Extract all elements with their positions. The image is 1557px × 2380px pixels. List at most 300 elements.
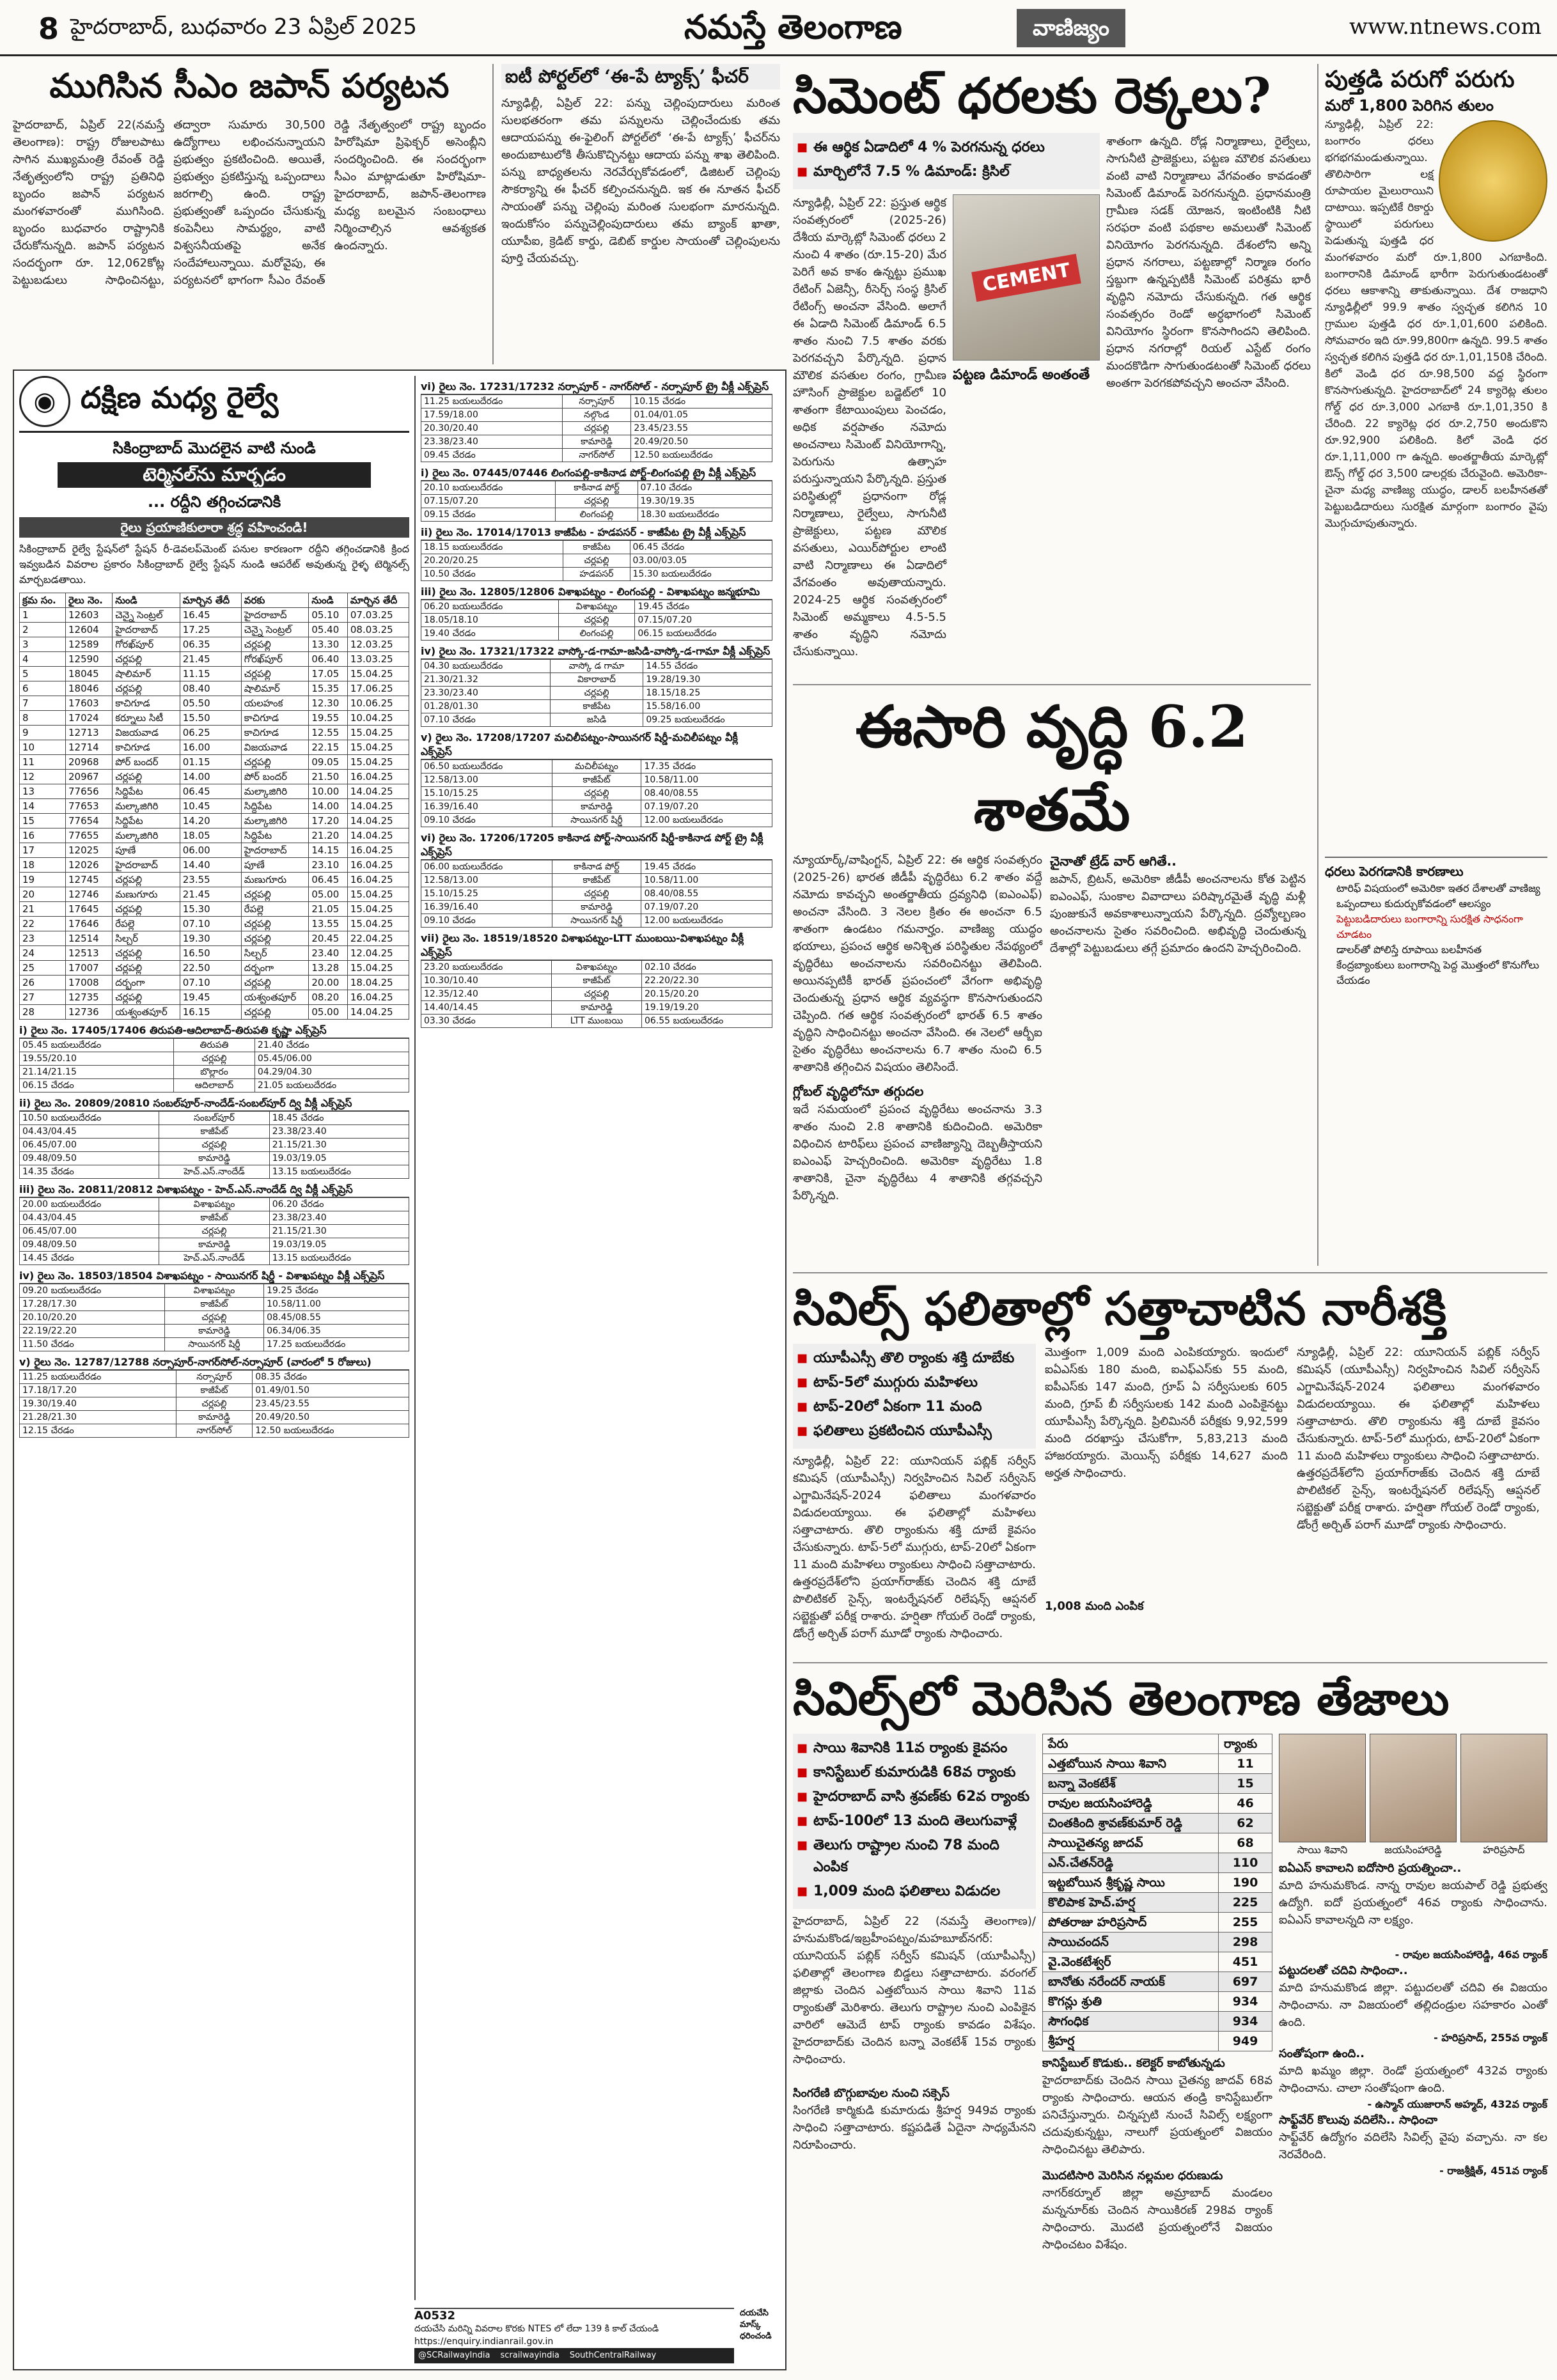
terminal-cell: 77654 xyxy=(66,814,113,828)
train-schedule-cell: 17.25 బయలుదేరడం xyxy=(264,1338,409,1351)
train-schedule-cell: కాజీపేట్ xyxy=(159,1211,270,1225)
civils-body-4: న్యూఢిల్లీ, ఏప్రిల్ 22: యూనియన్ పబ్లిక్ సర్వీస్ కమిషన్ (యూపీఎస్సీ) నిర్వహించిన సివిల్ సర్వీసెస్ ఎగ్జామినేషన్-2024 ఫలితాలు మంగళవారం విడుదలయ్యాయి. ఈ ఫలితాల్లో మహిళలు సత్తాచాటారు. తొలి ర్యాంకును శక్తి దూబే కైవసం చేసుకున్నారు. టాప్-5లో ముగ్గురు, టాప్-20లో ఏకంగా 11 మంది మహిళలు ర్యాంకులు సాధించి సత్తాచాటారు. ఉత్తరప్రదేశ్‌లోని ప్రయాగ్‌రాజ్‌కు చెందిన శక్తి దూబే పొలిటికల్ సైన్స్, ఇంటర్నేషనల్ రిలేషన్స్ ఆప్షనల్ సబ్జెక్టుతో పరీక్ష రాశారు. హర్షితా గోయల్ రెండో ర్యాంకు, డోంగ్రే అర్చిత్ పరాగ్ మూడో ర్యాంకు సాధించారు. xyxy=(1297,1346,1540,1532)
train-schedule-cell: నర్సాపూర్ xyxy=(176,1371,252,1384)
terminal-cell: 18 xyxy=(20,858,66,873)
train-schedule-block xyxy=(421,931,772,1028)
train-schedule-cell: 21.05 బయలుదేరడం xyxy=(254,1079,409,1093)
terminal-cell: 15 xyxy=(20,814,66,828)
terminal-cell: 77655 xyxy=(66,828,113,843)
train-schedule-cell: 16.39/16.40 xyxy=(421,800,552,814)
train-schedule-cell: 12.00 బయలుదేరడం xyxy=(641,814,772,827)
train-schedule-cell: 07.10 చేరడం xyxy=(638,481,772,495)
train-schedule-cell: నాగర్‌సోల్ xyxy=(562,449,631,462)
terminal-cell: చర్లపల్లి xyxy=(241,976,309,990)
train-schedule-cell: 08.40/08.55 xyxy=(641,887,772,901)
train-schedule-cell: వికారాబాద్ xyxy=(550,673,643,687)
growth-body-2: ఇదే సమయంలో ప్రపంచ వృద్ధిరేటు అంచనాను 3.3 శాతం నుంచి 2.8 శాతానికి కుదించింది. అమెరికా విధించిన టారిఫ్‌లు ప్రపంచ వాణిజ్యాన్ని దెబ్బతీస్తాయని ఐఎంఎఫ్ హెచ్చరించింది. అమెరికా వృద్ధిరేటు 1.8 శాతానికి, చైనా వృద్ధిరేటు 4 శాతానికి తగ్గవచ్చని పేర్కొన్నది. xyxy=(793,1103,1042,1202)
train-schedule-cell: 12.50 బయలుదేరడం xyxy=(253,1424,409,1438)
terminal-table-row xyxy=(20,608,409,623)
terminal-cell: 05.00 xyxy=(309,1005,348,1020)
terminal-table-row xyxy=(20,931,409,946)
section-label: వాణిజ్యం xyxy=(1017,9,1125,47)
terminal-table-row xyxy=(20,696,409,711)
terminal-cell: విజయవాడ xyxy=(113,726,180,740)
train-schedule-row xyxy=(421,787,772,800)
train-schedule-block xyxy=(421,644,772,727)
terminal-cell: 10 xyxy=(20,740,66,755)
terminal-cell: 23.55 xyxy=(180,873,241,887)
train-schedule-cell: 15.30 బయలుదేరడం xyxy=(630,568,772,581)
rank-name-cell: బానోతు నరేందర్ నాయక్ xyxy=(1043,1972,1219,1992)
train-schedule-cell: 12.58/13.00 xyxy=(421,874,552,887)
terminal-table-row xyxy=(20,755,409,770)
terminal-cell: 19.30 xyxy=(180,931,241,946)
terminal-cell: 23.10 xyxy=(309,858,348,873)
train-schedule-row xyxy=(421,860,772,874)
terminal-cell: 20967 xyxy=(66,770,113,784)
rank-name-cell: కొలిపాక హెచ్.హర్ష xyxy=(1043,1893,1219,1913)
train-schedule-row xyxy=(421,874,772,887)
train-schedule-block xyxy=(421,585,772,641)
train-schedule-cell: 17.28/17.30 xyxy=(20,1298,165,1311)
terminal-cell: 12.30 xyxy=(309,696,348,711)
train-schedule-cell: కాజీపేట్ xyxy=(552,774,641,787)
train-schedule-cell: 10.15 చేరడం xyxy=(631,395,772,408)
rank-head-rank: ర్యాంకు xyxy=(1219,1734,1272,1754)
growth-body-3: జపాన్, బ్రిటన్, అమెరికా జీడీపీ అంచనాలను కోత పెట్టిన ఐఎంఎఫ్, సుంకాల వివాదాలు పరిష్కారమైతే వృద్ధి మళ్లీ పుంజుకునే అవకాశాలున్నాయని పేర్కొన్నది. ద్రవ్యోల్బణం అంచనాలను సైతం సవరించింది. అభివృద్ధి చెందుతున్న దేశాల్లో పెట్టుబడులు తగ్గే ప్రమాదం ఉందని హెచ్చరించింది. xyxy=(1050,873,1306,955)
train-schedule-cell: చర్లపల్లి xyxy=(159,1225,270,1238)
train-schedule-row xyxy=(20,1052,409,1066)
terminal-cell: 15.04.25 xyxy=(347,887,409,902)
terminal-cell: 27 xyxy=(20,990,66,1005)
train-schedule-cell: 07.15/07.20 xyxy=(421,495,556,508)
train-schedule-table xyxy=(19,1370,409,1438)
terminal-cell: దర్భంగా xyxy=(241,961,309,976)
terminal-table-row xyxy=(20,961,409,976)
terminal-cell: 24 xyxy=(20,946,66,961)
train-schedule-cell: విశాఖపట్నం xyxy=(159,1198,270,1211)
train-schedule-row xyxy=(421,673,772,687)
train-schedule-title: i) రైలు నెం. 07445/07446 లింగంపల్లి-కాకినాడ పోర్ట్-లింగంపల్లి ట్రై వీక్లీ ఎక్స్‌ప్రెస్ xyxy=(421,466,772,481)
rank-row xyxy=(1043,1873,1272,1893)
train-schedule-row xyxy=(421,481,772,495)
rank-row xyxy=(1043,1992,1272,2012)
train-schedule-cell: 06.15 చేరడం xyxy=(20,1079,174,1093)
train-schedule-title: iii) రైలు నెం. 12805/12806 విశాఖపట్నం - లింగంపల్లి - విశాఖపట్నం జన్మభూమి xyxy=(421,585,772,600)
train-schedule-cell: 07.19/07.20 xyxy=(641,901,772,914)
page-header xyxy=(0,0,1557,56)
train-schedule-cell: 21.14/21.15 xyxy=(20,1066,174,1079)
terminal-cell: 16.04.25 xyxy=(347,843,409,858)
terminal-cell: 21.20 xyxy=(309,828,348,843)
terminal-cell: 13 xyxy=(20,784,66,799)
cement-bullets xyxy=(793,133,1100,189)
terminal-cell: 09.05 xyxy=(309,755,348,770)
train-schedule-row xyxy=(421,814,772,827)
train-schedule-cell: 09.48/09.50 xyxy=(20,1152,159,1165)
terminal-cell: చర్లపల్లి xyxy=(113,990,180,1005)
terminal-cell: 21.45 xyxy=(180,652,241,667)
footer-code: A0532 xyxy=(414,2309,456,2322)
terminal-cell: చర్లపల్లి xyxy=(113,873,180,887)
train-schedule-cell: లింగంపల్లి xyxy=(556,508,638,522)
train-schedule-cell: 23.38/23.40 xyxy=(421,435,563,449)
terminal-cell: మణుగూరు xyxy=(241,873,309,887)
train-schedule-cell: 23.45/23.55 xyxy=(253,1397,409,1411)
train-schedule-cell: సాయినగర్ షిర్డీ xyxy=(552,914,641,928)
rank-row xyxy=(1043,1853,1272,1873)
tg-bullet-6: ■ 1,009 మంది ఫలితాలు విడుదల xyxy=(797,1881,1032,1902)
train-schedule-cell: 12.50 బయలుదేరడం xyxy=(631,449,772,462)
terminal-cell: 5 xyxy=(20,667,66,681)
rank-row xyxy=(1043,1913,1272,1933)
train-schedule-cell: 12.58/13.00 xyxy=(421,774,552,787)
terminal-cell: 10.00 xyxy=(309,784,348,799)
train-schedule-cell: 18.15/18.25 xyxy=(643,687,772,700)
train-schedule-cell: చర్లపల్లి xyxy=(174,1052,255,1066)
terminal-cell: 05.50 xyxy=(180,696,241,711)
train-schedule-row xyxy=(20,1311,409,1325)
terminal-cell: 10.04.25 xyxy=(347,711,409,726)
gold-reason-4: కేంద్రబ్యాంకులు బంగారాన్ని పెద్ద మొత్తంలో కొనుగోలు చేయడం xyxy=(1336,959,1540,986)
train-schedule-cell: సాయినగర్ షిర్డీ xyxy=(552,814,641,827)
telangana-rank-table xyxy=(1042,1734,1272,2051)
terminal-cell: 22.04.25 xyxy=(347,931,409,946)
terminal-cell: 26 xyxy=(20,976,66,990)
terminal-cell: 21.45 xyxy=(180,887,241,902)
rank-value-cell: 11 xyxy=(1219,1754,1272,1774)
it-portal-body: న్యూఢిల్లీ, ఏప్రిల్ 22: పన్ను చెల్లింపుదారులు మరింత సులభతరంగా తమ పన్నులను చెల్లించేందుకు తమ ఆదాయపన్ను ఈ-ఫైలింగ్ పోర్టల్‌లో ‘ఈ-పే ట్యాక్స్’ ఫీచర్‌ను అందుబాటులోకి తీసుకొచ్చినట్టు ఆదాయ పన్ను శాఖ తెలిపింది. పన్ను బాధ్యతలను నెరవేర్చుకోవడంలో, డిజిటల్ చెల్లింపు సౌకర్యాన్ని ఈ ఫీచర్ కల్పించనున్నది. ఇక ఈ నూతన ఫీచర్ సాయంతో పన్ను చెల్లింపు మరింత సులభంగా మారనున్నది. ఇందుకోసం పన్నుచెల్లింపుదారులు తమ బ్యాంక్ ఖాతా, యూపీఐ, క్రెడిట్ కార్డు, డెబిట్ కార్డుల సాయంతో చెల్లింపులను పూర్తి చేయవచ్చు. xyxy=(501,97,780,265)
terminal-cell: 15.04.25 xyxy=(347,755,409,770)
rank-name-cell: శ్రీహర్ష xyxy=(1043,2032,1219,2051)
terminal-cell: 13.28 xyxy=(309,961,348,976)
handle-3[interactable]: SouthCentralRailway xyxy=(569,2351,657,2360)
train-schedule-title: ii) రైలు నెం. 17014/17013 కాజీపేట - హడపసర్ - కాజీపేట ట్రై వీక్లీ ఎక్స్‌ప్రెస్ xyxy=(421,525,772,540)
train-schedule-cell: చర్లపల్లి xyxy=(176,1397,252,1411)
rank-value-cell: 934 xyxy=(1219,2012,1272,2032)
growth-subhead-2: చైనాతో ట్రేడ్ వార్ ఆగితే.. xyxy=(1050,853,1177,869)
dateline: హైదరాబాద్, బుధవారం 23 ఏప్రిల్ 2025 xyxy=(70,14,418,40)
tg-bullet-2: ■ కానిస్టేబుల్ కుమారుడికి 68వ ర్యాంకు xyxy=(797,1762,1032,1784)
train-schedule-cell: 18.15 బయలుదేరడం xyxy=(421,541,563,554)
train-schedule-cell: సాయినగర్ షిర్డీ xyxy=(164,1338,263,1351)
train-schedule-row xyxy=(421,1015,772,1028)
train-schedule-row xyxy=(20,1152,409,1165)
train-schedule-cell: 06.20 చేరడం xyxy=(269,1198,409,1211)
terminal-cell: సిల్చర్ xyxy=(113,931,180,946)
train-schedule-row xyxy=(20,1238,409,1252)
train-schedule-cell: LTT ముంబయి xyxy=(551,1015,641,1028)
terminal-cell: 20968 xyxy=(66,755,113,770)
terminal-cell: 15.04.25 xyxy=(347,726,409,740)
rank-value-cell: 15 xyxy=(1219,1774,1272,1794)
train-schedule-title: vii) రైలు నెం. 18519/18520 విశాఖపట్నం-LTT ముంబయి-విశాఖపట్నం వీక్లీ ఎక్స్‌ప్రెస్ xyxy=(421,931,772,960)
train-schedule-cell: కాజీపేట్ xyxy=(176,1384,252,1397)
train-schedules-right xyxy=(421,380,772,1028)
train-schedule-row xyxy=(421,508,772,522)
rank-name-cell: సాయిచైతన్య జాదవ్ xyxy=(1043,1833,1219,1853)
rank-name-cell: ఎన్.చేతన్‌రెడ్డి xyxy=(1043,1853,1219,1873)
handle-2[interactable]: scrailwayindia xyxy=(500,2351,559,2360)
train-schedule-cell: 11.25 బయలుదేరడం xyxy=(20,1371,176,1384)
train-schedule-row xyxy=(20,1252,409,1265)
terminal-cell: 12513 xyxy=(66,946,113,961)
terminal-cell: చర్లపల్లి xyxy=(241,755,309,770)
terminal-cell: చర్లపల్లి xyxy=(113,961,180,976)
terminal-cell: 08.03.25 xyxy=(347,623,409,637)
train-schedule-row xyxy=(20,1371,409,1384)
terminal-cell: చర్లపల్లి xyxy=(241,667,309,681)
tg-body-1: హైదరాబాద్, ఏప్రిల్ 22 (నమస్తే తెలంగాణ)/హనుమకొండ/ఇబ్రహీంపట్నం/మహబూబ్‌నగర్: యూనియన్ పబ్లిక్ సర్వీస్ కమిషన్ (యూపీఎస్సీ) ఫలితాల్లో తెలంగాణ బిడ్డలు సత్తాచాటారు. వరంగల్ జిల్లాకు చెందిన ఎత్తబోయిన సాయి శివాని 11వ ర్యాంకుతో మెరిశారు. తెలుగు రాష్ట్రాల నుంచి ఎంపికైన వారిలో ఆమెదే టాప్ ర్యాంకు కావడం విశేషం. హైదరాబాద్‌కు చెందిన బన్నా వెంకటేశ్ 15వ ర్యాంకు సాధించారు. xyxy=(793,1915,1036,2066)
terminal-cell: 20.45 xyxy=(309,931,348,946)
rank-value-cell: 225 xyxy=(1219,1893,1272,1913)
tg-bullet-4: ■ టాప్-100లో 13 మంది తెలుగువాళ్లే xyxy=(797,1810,1032,1832)
cement-bags-image xyxy=(953,194,1100,361)
train-schedule-cell: కాజీపేట్ xyxy=(164,1298,263,1311)
train-schedule-row xyxy=(20,1225,409,1238)
train-schedule-cell: 09.45 చేరడం xyxy=(421,449,563,462)
terminal-cell: కర్నూలు సిటీ xyxy=(113,711,180,726)
train-schedule-cell: నల్గొండ xyxy=(562,408,631,422)
train-schedule-cell: కాజీపేట్ xyxy=(159,1125,270,1139)
train-schedule-cell: 07.15/07.20 xyxy=(635,614,772,627)
tg-subhead-6: సంతోషంగా ఉంది.. xyxy=(1279,2047,1365,2060)
train-schedule-cell: 09.25 బయలుదేరడం xyxy=(643,713,772,727)
terminal-cell: చర్లపల్లి xyxy=(113,902,180,917)
terminal-cell: మల్కాజిగిరి xyxy=(113,828,180,843)
rank-name-cell: పోతరాజు హరిప్రసాద్ xyxy=(1043,1913,1219,1933)
train-schedule-table xyxy=(19,1284,409,1351)
tg-body-7: మాది ఖమ్మం జిల్లా. రెండో ప్రయత్నంలో 432వ ర్యాంకు సాధించాను. చాలా సంతోషంగా ఉంది. xyxy=(1279,2064,1547,2095)
terminal-cell: మల్కాజిగిరి xyxy=(113,799,180,814)
handle-1[interactable]: @SCRailwayIndia xyxy=(418,2351,490,2360)
train-schedule-cell: కామారెడ్డి xyxy=(551,1001,641,1015)
rank-head-name: పేరు xyxy=(1043,1734,1219,1754)
train-schedule-title: ii) రైలు నెం. 20809/20810 సంబల్‌పూర్-నాందేడ్-సంబల్‌పూర్ ద్వి వీక్లీ ఎక్స్‌ప్రెస్ xyxy=(19,1096,409,1111)
terminal-cell: 21.05 xyxy=(309,902,348,917)
train-schedule-cell: 21.15/21.30 xyxy=(269,1225,409,1238)
train-schedule-block xyxy=(421,731,772,827)
terminal-cell: సిల్చర్ xyxy=(241,946,309,961)
train-schedule-cell: 19.03/19.05 xyxy=(269,1152,409,1165)
train-schedule-cell: 23.38/23.40 xyxy=(269,1211,409,1225)
terminal-cell: 17024 xyxy=(66,711,113,726)
train-schedule-row xyxy=(421,974,772,988)
terminal-table-row xyxy=(20,1005,409,1020)
train-schedule-title: iv) రైలు నెం. 18503/18504 విశాఖపట్నం - సాయినగర్ షిర్డీ - విశాఖపట్నం వీక్లీ ఎక్స్‌ప్రెస్ xyxy=(19,1269,409,1284)
train-schedule-cell: 04.29/04.30 xyxy=(254,1066,409,1079)
terminal-table-row xyxy=(20,814,409,828)
growth-body-1: న్యూయార్క్/వాషింగ్టన్, ఏప్రిల్ 22: ఈ ఆర్థిక సంవత్సరం (2025-26) భారత జీడీపీ వృద్ధిరేటు 6.2 శాతం వద్దే నమోదు కావచ్చని అంతర్జాతీయ ద్రవ్యనిధి (ఐఎంఎఫ్) అంచనా వేసింది. 3 నెలల క్రితం ఈ అంచనా 6.5 శాతంగా ఉండటం గమనార్హం. వాణిజ్య యుద్ధం భయాలు, ప్రపంచ ఆర్థిక అనిశ్చిత పరిస్థితుల నేపథ్యంలో వృద్ధిరేటు అంచనాలను సవరించినట్టు తెలిపింది. అయినప్పటికీ భారత్ ప్రపంచంలో వేగంగా అభివృద్ధి చెందుతున్న ప్రధాన ఆర్థిక వ్యవస్థగా కొనసాగుతుందని చెప్పింది. గత ఆర్థిక సంవత్సరంలో భారత్ 6.5 శాతం వృద్ధిని సాధించినట్టు అంచనా వేసింది. ఈ నెలలో ఆర్బీఐ సైతం వృద్ధిరేటు అంచనాలను 6.7 శాతం నుంచి 6.5 శాతానికి తగ్గించిన విషయం తెలిసిందే. xyxy=(793,853,1042,1074)
terminal-cell: కాచిగూడ xyxy=(241,726,309,740)
train-schedule-title: v) రైలు నెం. 17208/17207 మచిలీపట్నం-సాయినగర్ షిర్డీ-మచిలీపట్నం వీక్లీ ఎక్స్‌ప్రెస్ xyxy=(421,731,772,759)
train-schedule-cell: 11.50 చేరడం xyxy=(20,1338,165,1351)
terminal-head-cell: నుండి xyxy=(113,593,180,608)
train-schedule-cell: కాకినాడ పోర్ట్ xyxy=(556,481,638,495)
terminal-cell: 20.00 xyxy=(309,976,348,990)
cement-bullet-1: ■ ఈ ఆర్థిక ఏడాదిలో 4 % పెరగనున్న ధరలు xyxy=(797,137,1096,159)
terminal-cell: 01.15 xyxy=(180,755,241,770)
train-schedule-table xyxy=(421,394,772,462)
train-schedule-cell: 21.28/21.30 xyxy=(20,1411,176,1424)
terminal-cell: 9 xyxy=(20,726,66,740)
rank-row xyxy=(1043,2032,1272,2051)
train-schedule-block xyxy=(421,831,772,928)
terminal-cell: 6 xyxy=(20,681,66,696)
train-schedule-cell: నాగర్‌సోల్ xyxy=(176,1424,252,1438)
cm-tour-article xyxy=(13,64,486,364)
train-schedule-row xyxy=(421,760,772,774)
terminal-table-row xyxy=(20,667,409,681)
train-schedule-cell: 23.30/23.40 xyxy=(421,687,551,700)
train-schedule-row xyxy=(20,1139,409,1152)
train-schedule-cell: బొల్లారం xyxy=(174,1066,255,1079)
train-schedules-left xyxy=(19,1023,409,1438)
train-schedule-cell: 20.00 బయలుదేరడం xyxy=(20,1198,159,1211)
terminal-table-row xyxy=(20,652,409,667)
growth-article xyxy=(793,684,1311,1202)
train-schedule-cell: 19.45 చేరడం xyxy=(641,860,772,874)
terminal-table-row xyxy=(20,799,409,814)
terminal-cell: 07.10 xyxy=(180,917,241,931)
train-schedule-cell: కాజీపేట xyxy=(563,541,630,554)
caption-1: సాయి శివాని xyxy=(1297,1844,1348,1856)
terminal-table-row xyxy=(20,843,409,858)
rank-value-cell: 68 xyxy=(1219,1833,1272,1853)
train-schedule-cell: 06.45/07.00 xyxy=(20,1139,159,1152)
train-schedule-row xyxy=(20,1325,409,1338)
railway-title: దక్షిణ మధ్య రైల్వే xyxy=(81,380,279,415)
train-schedule-row xyxy=(421,901,772,914)
terminal-cell: 12736 xyxy=(66,1005,113,1020)
train-schedule-cell: 23.45/23.55 xyxy=(631,422,772,435)
tg-subhead-3: సింగరేణి బొగ్గుబావుల నుంచి సక్సెస్ xyxy=(793,2087,950,2100)
terminal-cell: 17007 xyxy=(66,961,113,976)
train-schedule-block xyxy=(421,380,772,462)
terminal-cell: 19.55 xyxy=(309,711,348,726)
railway-right-column xyxy=(414,376,772,2300)
terminal-cell: సిద్దిపేట xyxy=(113,814,180,828)
train-schedule-cell: కామారెడ్డి xyxy=(552,800,641,814)
terminal-cell: 8 xyxy=(20,711,66,726)
train-schedule-row xyxy=(20,1079,409,1093)
train-schedule-cell: 19.28/19.30 xyxy=(643,673,772,687)
train-schedule-cell: 11.25 బయలుదేరడం xyxy=(421,395,563,408)
photo-jayasimha xyxy=(1370,1734,1457,1842)
gold-subheadline: మరో 1,800 పెరిగిన తులం xyxy=(1325,97,1494,114)
train-schedule-row xyxy=(421,435,772,449)
terminal-table-row xyxy=(20,976,409,990)
train-schedule-cell: 20.15/20.20 xyxy=(642,988,772,1001)
train-schedule-row xyxy=(20,1039,409,1052)
tg-body-6: మాది హనుమకొండ జిల్లా. పట్టుదలతో చదివి ఈ విజయం సాధించాను. నా విజయంలో తల్లిదండ్రుల సహకారం ఎంతో ఉంది. xyxy=(1279,1981,1547,2029)
terminal-cell: 16.04.25 xyxy=(347,858,409,873)
cement-body-2: శాతంగా ఉన్నది. రోడ్ల నిర్మాణాలు, రైల్వేలు, సాగునీటి ప్రాజెక్టులు, పట్టణ మౌలిక వసతులు వంటి వాటి నిర్మాణాలు వేగవంతం కావడంతో సిమెంట్ డిమాండ్ పెరగనున్నది. ప్రధానమంత్రి గ్రామీణ సడక్ యోజన, ఇంటింటికి నీటి సరఫరా వంటి పథకాల అమలుతో సిమెంట్ వినియోగం పెరగనున్నది. దేశంలోని అన్ని ప్రధాన నగరాలు, పట్టణాల్లో నిర్మాణ రంగం స్తబ్దుగా ఉన్నప్పటికీ సిమెంట్ పరిశ్రమ భారీ వృద్ధిని నమోదు చేసుకున్నది. గత ఆర్థిక సంవత్సరం రెండో అర్ధభాగంలో సిమెంట్ వినియోగం స్థిరంగా కొనసాగిందని తెలిపింది. ప్రధాన నగరాల్లో రియల్ ఎస్టేట్ రంగం మందకొడిగా సాగుతుండటంతో సిమెంట్ ధరలు అంతగా పెరగకపోవచ్చని అంచనా వేసింది. xyxy=(1106,135,1311,390)
terminal-cell: 17646 xyxy=(66,917,113,931)
train-schedule-cell: చర్లపల్లి xyxy=(550,687,643,700)
rank-value-cell: 949 xyxy=(1219,2032,1272,2051)
terminal-cell: 28 xyxy=(20,1005,66,1020)
train-schedule-cell: 20.30/20.40 xyxy=(421,422,563,435)
train-schedule-row xyxy=(421,449,772,462)
train-schedule-block xyxy=(19,1096,409,1179)
terminal-table-header xyxy=(20,593,409,608)
terminal-cell: చర్లపల్లి xyxy=(113,652,180,667)
train-schedule-table xyxy=(421,659,772,727)
terminal-table-row xyxy=(20,740,409,755)
train-schedule-cell: విశాఖపట్నం xyxy=(558,600,635,614)
train-schedule-cell: 13.15 బయలుదేరడం xyxy=(269,1165,409,1179)
train-schedule-row xyxy=(421,961,772,974)
train-schedule-cell: 15.10/15.25 xyxy=(421,787,552,800)
caption-2: జయసింహారెడ్డి xyxy=(1384,1844,1442,1856)
train-schedule-cell: 09.20 బయలుదేరడం xyxy=(20,1284,165,1298)
terminal-cell: 08.20 xyxy=(309,990,348,1005)
train-schedule-cell: 04.30 బయలుదేరడం xyxy=(421,660,551,673)
terminal-cell: యశ్వంతపూర్ xyxy=(113,1005,180,1020)
terminal-cell: 1 xyxy=(20,608,66,623)
train-schedule-cell: సంబల్‌పూర్ xyxy=(159,1112,270,1125)
terminal-cell: సిద్దిపేట xyxy=(241,799,309,814)
terminal-cell: పూణే xyxy=(113,843,180,858)
train-schedule-cell: కాజీపేట్ xyxy=(551,974,641,988)
train-schedule-cell: 19.40 చేరడం xyxy=(421,627,559,641)
terminal-table-row xyxy=(20,946,409,961)
train-schedule-cell: 07.19/07.20 xyxy=(641,800,772,814)
train-schedule-cell: చర్లపల్లి xyxy=(562,422,631,435)
rank-value-cell: 298 xyxy=(1219,1933,1272,1952)
gold-reason-2: పెట్టుబడిదారులు బంగారాన్ని సురక్షిత సాధనంగా చూడటం xyxy=(1336,913,1523,940)
civils-bullet-1: ■ యూపీఎస్సీ తొలి ర్యాంకు శక్తి దూబేకు xyxy=(797,1348,1032,1369)
terminal-cell: మల్కాజిగిరి xyxy=(241,814,309,828)
website-url: www.ntnews.com xyxy=(1349,14,1542,40)
train-schedule-cell: 06.45 చేరడం xyxy=(630,541,772,554)
train-schedule-table xyxy=(19,1111,409,1179)
telangana-headline: సివిల్స్‌లో మెరిసిన తెలంగాణ తేజాలు xyxy=(793,1671,1450,1725)
railway-intro: సికింద్రాబాద్ రైల్వే స్టేషన్‌లో స్టేషన్ రీ-డెవలప్‌మెంట్ పనుల కారణంగా రద్దీని తగ్గించడానికి క్రింద ఇవ్వబడిన వివరాల ప్రకారం సికింద్రాబాద్ రైల్వే స్టేషన్ నుండి ఆపరేట్ అవుతున్న రైళ్ళ టెర్మినల్స్ మార్చబడతాయి. xyxy=(19,543,409,586)
train-schedule-title: iii) రైలు నెం. 20811/20812 విశాఖపట్నం - హెచ్.ఎస్.నాందేడ్ ద్వి వీక్లీ ఎక్స్‌ప్రెస్ xyxy=(19,1183,409,1197)
terminal-cell: 21 xyxy=(20,902,66,917)
terminal-cell: 12025 xyxy=(66,843,113,858)
train-schedule-cell: 08.40/08.55 xyxy=(641,787,772,800)
terminal-table-row xyxy=(20,887,409,902)
train-schedule-cell: 22.19/22.20 xyxy=(20,1325,165,1338)
train-schedule-cell: 03.00/03.05 xyxy=(630,554,772,568)
tg-subhead-7: సాఫ్ట్‌వేర్ కొలువు వదిలేసి.. సాధించా xyxy=(1279,2113,1438,2127)
train-schedule-cell: 04.43/04.45 xyxy=(20,1125,159,1139)
terminal-cell: చర్లపల్లి xyxy=(241,887,309,902)
train-schedule-cell: 14.55 చేరడం xyxy=(643,660,772,673)
train-schedule-cell: 21.30/21.32 xyxy=(421,673,551,687)
train-schedule-cell: 19.03/19.05 xyxy=(269,1238,409,1252)
social-handles xyxy=(414,2348,734,2363)
train-schedule-row xyxy=(20,1066,409,1079)
rank-row xyxy=(1043,2012,1272,2032)
terminal-cell: 19 xyxy=(20,873,66,887)
tg-subhead-4: ఐఏఎస్ కావాలని ఐదోసారి ప్రయత్నించా.. xyxy=(1279,1862,1462,1875)
terminal-cell: 05.10 xyxy=(309,608,348,623)
civils-body-1: న్యూఢిల్లీ, ఏప్రిల్ 22: యూనియన్ పబ్లిక్ సర్వీస్ కమిషన్ (యూపీఎస్సీ) నిర్వహించిన సివిల్ సర్వీసెస్ ఎగ్జామినేషన్-2024 ఫలితాలు మంగళవారం విడుదలయ్యాయి. ఈ ఫలితాల్లో మహిళలు సత్తాచాటారు. తొలి ర్యాంకును శక్తి దూబే కైవసం చేసుకున్నారు. టాప్-5లో ముగ్గురు, టాప్-20లో ఏకంగా 11 మంది మహిళలు ర్యాంకులు సాధించి సత్తాచాటారు. ఉత్తరప్రదేశ్‌లోని ప్రయాగ్‌రాజ్‌కు చెందిన శక్తి దూబే పొలిటికల్ సైన్స్, ఇంటర్నేషనల్ రిలేషన్స్ ఆప్షనల్ సబ్జెక్టుతో పరీక్ష రాశారు. హర్షితా గోయల్ రెండో ర్యాంకు, డోంగ్రే అర్చిత్ పరాగ్ మూడో ర్యాంకు సాధించారు. xyxy=(793,1454,1036,1640)
train-schedule-cell: 02.10 చేరడం xyxy=(642,961,772,974)
train-schedule-cell: 05.45 బయలుదేరడం xyxy=(20,1039,174,1052)
terminal-cell: 18.05 xyxy=(180,828,241,843)
terminal-cell: 06.25 xyxy=(180,726,241,740)
terminal-cell: హైదరాబాద్ xyxy=(241,843,309,858)
train-schedule-cell: 22.20/22.30 xyxy=(642,974,772,988)
train-schedule-row xyxy=(421,395,772,408)
tg-bullet-1: ■ సాయి శివానికి 11వ ర్యాంకు కైవసం xyxy=(797,1738,1032,1759)
terminal-cell: 16.04.25 xyxy=(347,770,409,784)
